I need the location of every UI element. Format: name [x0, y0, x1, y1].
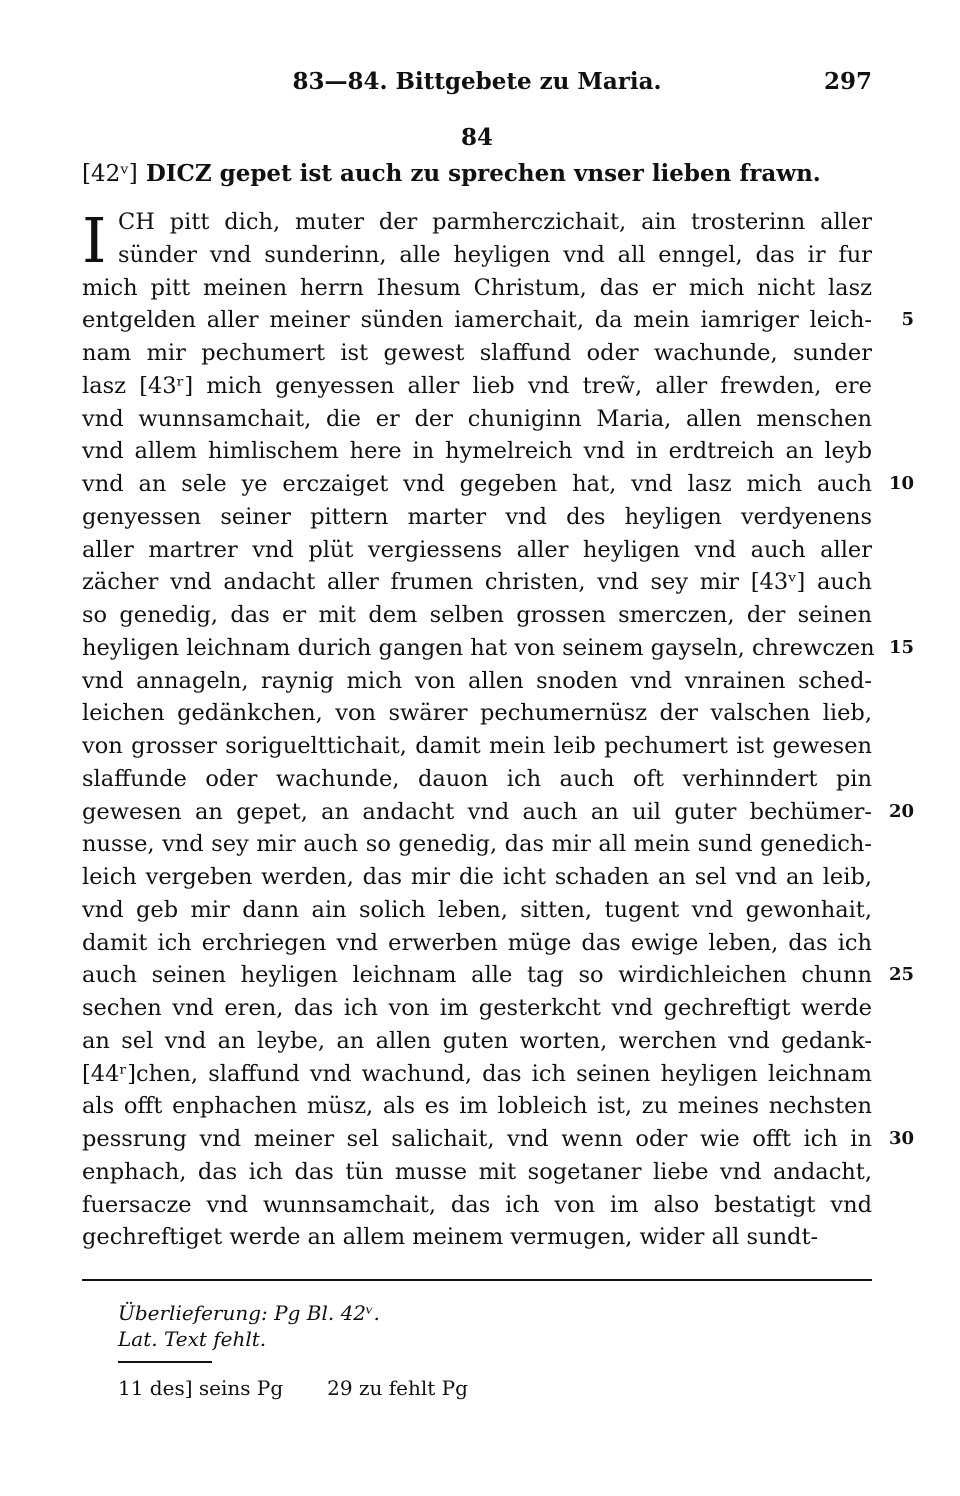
text-line [82, 1189, 872, 1222]
transmission-note: Überlieferung: Pg Bl. 42ᵛ. [118, 1301, 380, 1325]
text-line [82, 1123, 914, 1156]
prayer-text [82, 204, 914, 1254]
critical-apparatus [118, 1300, 380, 1352]
variant-reading: 11 des] seins Pg [118, 1376, 284, 1400]
line-number: 15 [888, 636, 914, 658]
text-line [82, 927, 872, 960]
text-line [82, 730, 872, 763]
text-line [82, 1221, 872, 1254]
line-text: zächer vnd andacht aller frumen christen, vnd sey mir [43ᵛ] auch [82, 569, 872, 596]
text-line [82, 992, 872, 1025]
text-line [82, 632, 914, 665]
line-text: auch seinen heyligen leichnam alle tag so wirdichleichen chunn [82, 962, 872, 989]
text-line [82, 239, 872, 272]
text-line [82, 403, 872, 436]
text-line [82, 206, 872, 239]
text-line [82, 959, 914, 992]
text-line [82, 534, 872, 567]
line-text: nam mir pechumert ist gewest slaffund oder wachunde, sunder [82, 340, 872, 366]
text-line [82, 435, 872, 468]
text-line [82, 697, 872, 730]
line-text: [44ʳ]chen, slaffund vnd wachund, das ich seinen heyligen leichnam [82, 1060, 872, 1087]
line-text: slaffunde oder wachunde, dauon ich auch oft verhinndert pin [82, 765, 872, 792]
line-text: entgelden aller meiner sünden iamerchait, da mein iamriger leich- [82, 307, 872, 334]
text-line [82, 763, 872, 796]
drop-cap: I [82, 204, 107, 277]
folio-reference: [42ᵛ] [82, 161, 138, 187]
line-text: heyligen leichnam durich gangen hat von seinem gayseln, chrewczen [82, 634, 875, 661]
line-text: vnd geb mir dann ain solich leben, sitten, tugent vnd gewonhait, [82, 896, 872, 923]
line-text: aller martrer vnd plüt vergiessens aller heyligen vnd auch aller [82, 536, 872, 563]
line-number: 25 [888, 964, 914, 986]
text-line [82, 566, 872, 599]
heading-text: DICZ gepet ist auch zu sprechen vnser lieben frawn. [145, 160, 821, 187]
piece-number: 84 [460, 124, 493, 151]
text-line [82, 337, 872, 370]
text-line [82, 501, 872, 534]
line-text: fuersacze vnd wunnsamchait, das ich von im also bestatigt vnd [82, 1191, 872, 1218]
line-text: leich vergeben werden, das mir die icht schaden an sel vnd an leib, [82, 864, 872, 890]
line-text: gechreftiget werde an allem meinem vermugen, wider all sundt- [82, 1224, 819, 1251]
text-line [82, 861, 872, 894]
line-text: von grosser soriguelttichait, damit mein leib pechumert ist gewesen [82, 733, 872, 759]
line-text: leichen gedänkchen, von swärer pechumernüsz der valschen lieb, [82, 700, 872, 727]
text-line [82, 665, 872, 698]
text-line [82, 1058, 872, 1091]
latin-text-note: Lat. Text fehlt. [118, 1327, 267, 1351]
text-line [82, 304, 914, 337]
line-text: gewesen an gepet, an andacht vnd auch an uil guter bechümer- [82, 798, 872, 825]
text-line [82, 468, 914, 501]
line-text: damit ich erchriegen vnd erwerben müge das ewige leben, das ich [82, 929, 872, 956]
text-line [82, 370, 872, 403]
text-line [82, 599, 872, 632]
line-text: nusse, vnd sey mir auch so genedig, das mir all mein sund genedich- [82, 831, 872, 858]
line-text: CH pitt dich, muter der parmherczichait, ain trosterinn aller [118, 209, 872, 235]
text-line [82, 828, 872, 861]
running-head [82, 64, 872, 100]
text-line [82, 272, 872, 305]
variants-rule [118, 1361, 212, 1363]
variant-readings [118, 1376, 468, 1400]
line-text: so genedig, das er mit dem selben grossen smerczen, der seinen [82, 602, 872, 628]
line-number: 20 [888, 800, 914, 822]
footnote-rule [82, 1279, 872, 1281]
variant-reading: 29 zu fehlt Pg [327, 1376, 468, 1400]
line-text: sechen vnd eren, das ich von im gesterkcht vnd gechreftigt werde [82, 995, 872, 1021]
line-number: 5 [901, 309, 914, 331]
line-text: mich pitt meinen herrn Ihesum Christum, das er mich nicht lasz [82, 274, 872, 301]
text-line [82, 796, 914, 829]
line-text: enphach, das ich das tün musse mit sogetaner liebe vnd andacht, [82, 1158, 872, 1185]
line-text: sünder vnd sunderinn, alle heyligen vnd all enngel, das ir fur [118, 241, 872, 268]
page-number: 297 [823, 68, 872, 95]
text-line [82, 1156, 872, 1189]
line-text: lasz [43ʳ] mich genyessen aller lieb vnd trew̃, aller frewden, ere [82, 372, 872, 399]
line-text: genyessen seiner pittern marter vnd des heyligen verdyenens [82, 503, 872, 530]
text-line [82, 1025, 872, 1058]
line-text: an sel vnd an leybe, an allen guten worten, werchen vnd gedank- [82, 1027, 872, 1054]
running-head-title: 83—84. Bittgebete zu Maria. [292, 68, 662, 95]
text-line [82, 894, 872, 927]
prayer-heading [82, 160, 882, 187]
line-number: 30 [888, 1128, 914, 1149]
line-text: als offt enphachen müsz, als es im lobleich ist, zu meines nechsten [82, 1093, 872, 1120]
line-text: vnd allem himlischem here in hymelreich vnd in erdtreich an leyb [82, 438, 872, 465]
line-text: vnd wunnsamchait, die er der chuniginn Maria, allen menschen [82, 405, 872, 432]
line-number: 10 [888, 473, 914, 494]
line-text: vnd an sele ye erczaiget vnd gegeben hat, vnd lasz mich auch [82, 471, 872, 497]
text-line [82, 1090, 872, 1123]
line-text: vnd annageln, raynig mich von allen snoden vnd vnrainen sched- [82, 667, 872, 694]
line-text: pessrung vnd meiner sel salichait, vnd wenn oder wie offt ich in [82, 1126, 872, 1152]
